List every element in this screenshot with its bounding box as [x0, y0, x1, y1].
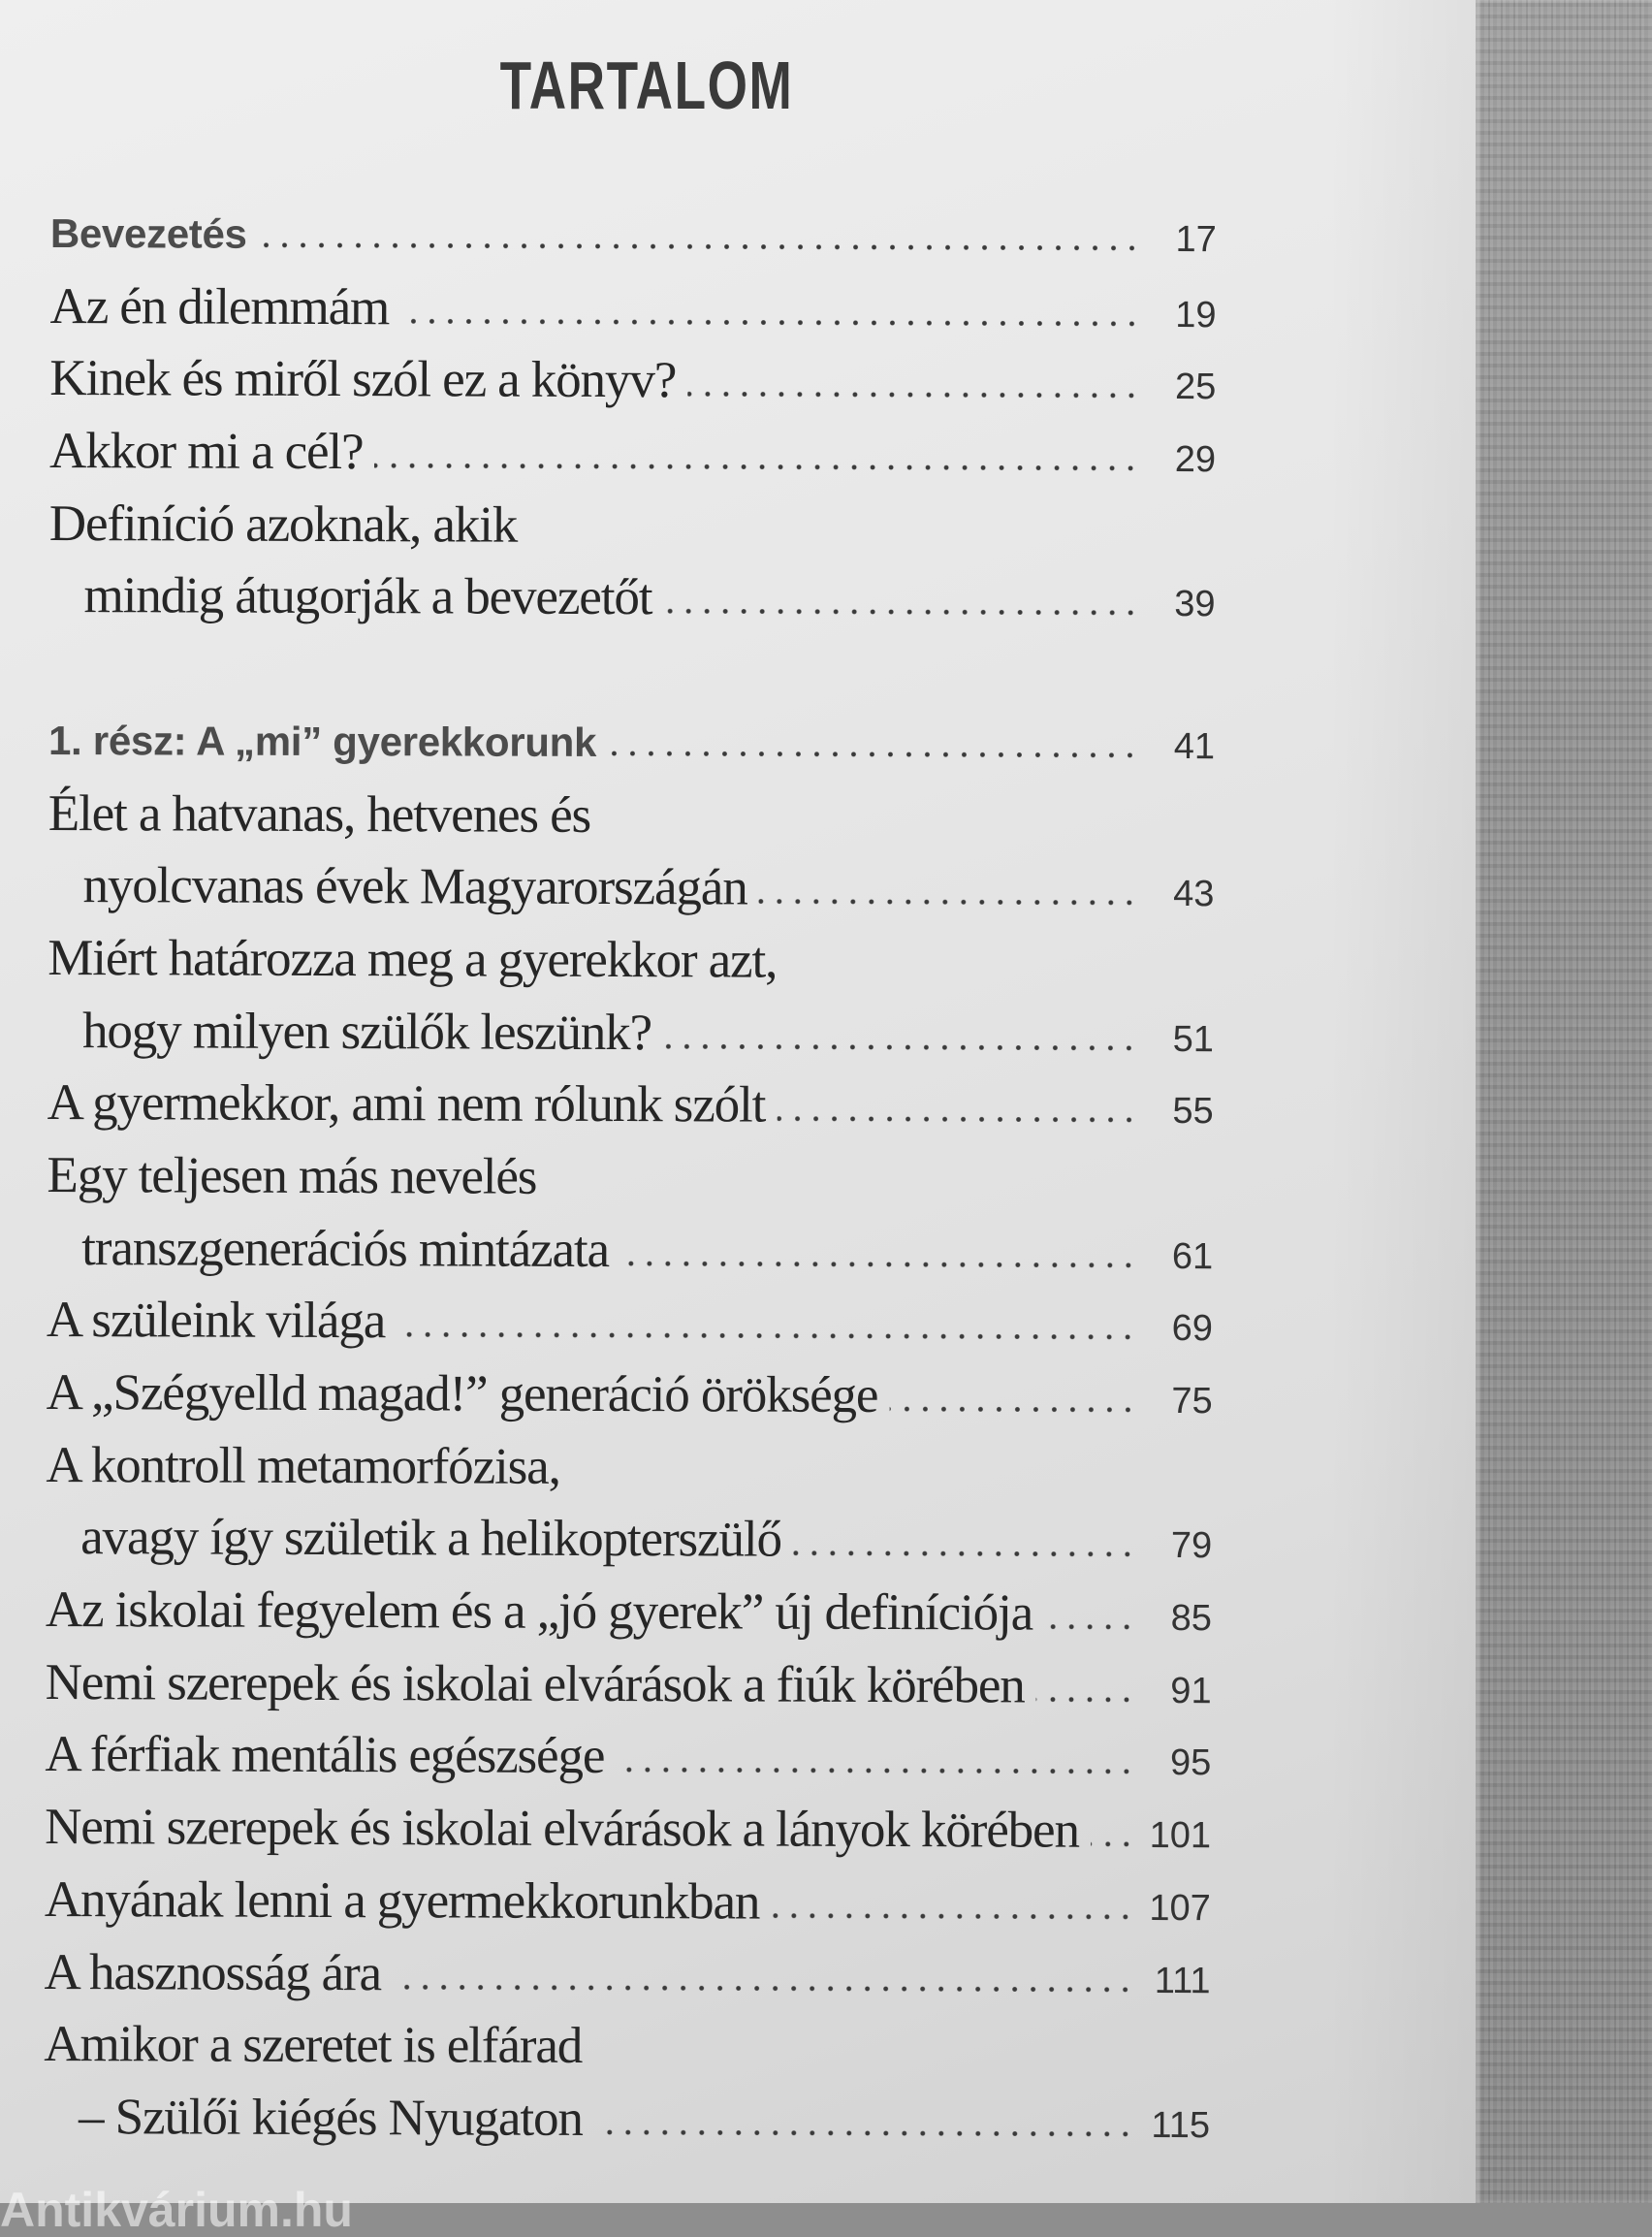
- dot-leader: [374, 463, 1140, 471]
- toc-entry-title-line: A kontroll metamorfózisa,: [46, 1436, 560, 1495]
- toc-entry-title: A szüleink világa: [46, 1292, 386, 1350]
- toc-line: [49, 271, 1216, 347]
- dot-leader: [663, 609, 1139, 617]
- toc-page-number: 43: [1173, 874, 1215, 915]
- page-title: TARTALOM: [499, 48, 794, 123]
- toc-entry-title: 1. rész: A „mi” gyerekkorunk: [48, 717, 597, 765]
- toc-line: [48, 559, 1215, 636]
- dot-leader: [663, 1043, 1138, 1051]
- toc-entry-title: Bevezetés: [49, 209, 247, 257]
- toc-line: [48, 1067, 1214, 1143]
- toc-page-number: 61: [1171, 1235, 1214, 1277]
- toc-entry-title: Akkor mi a cél?: [48, 423, 364, 481]
- toc-page-number: 41: [1173, 725, 1216, 768]
- dot-leader: [777, 1116, 1137, 1123]
- dot-leader: [1044, 1624, 1136, 1630]
- toc-page-number: 39: [1174, 584, 1216, 625]
- toc-line: [45, 1864, 1211, 1940]
- toc-entry: [45, 1791, 1211, 1868]
- toc-line: [48, 777, 1215, 853]
- toc-entry-title-line: Miért határozza meg a gyerekkor azt,: [48, 929, 778, 989]
- toc-page-number: 75: [1171, 1381, 1213, 1422]
- toc-line: [47, 1212, 1213, 1289]
- toc-page-number: 111: [1154, 1960, 1211, 2001]
- toc-entry-title-line: transzgenerációs mintázata: [81, 1219, 610, 1278]
- toc-entry: [46, 1646, 1212, 1723]
- toc-page-number: 101: [1149, 1815, 1212, 1857]
- toc-page-number: 69: [1171, 1308, 1214, 1350]
- dot-leader: [393, 1984, 1135, 1993]
- dot-leader: [793, 1550, 1136, 1557]
- toc-line: [49, 415, 1216, 492]
- toc-entry: [49, 271, 1216, 347]
- toc-entry-title: Nemi szerepek és iskolai elvárások a lányok körében: [45, 1799, 1080, 1859]
- toc-entry-title: Kinek és miről szól ez a könyv?: [49, 350, 677, 409]
- toc-line: [46, 1646, 1212, 1723]
- toc-line: [44, 1935, 1210, 2012]
- background-surface: [1476, 0, 1652, 2203]
- table-of-contents: [44, 198, 1217, 2157]
- toc-line: [49, 342, 1216, 419]
- toc-line: [48, 705, 1215, 782]
- dot-leader: [771, 1912, 1135, 1919]
- toc-page-number: 91: [1170, 1670, 1212, 1711]
- toc-line: [48, 995, 1214, 1071]
- toc-entry-title-line: hogy milyen szülők leszünk?: [81, 1002, 652, 1061]
- toc-section-heading: [48, 705, 1215, 782]
- toc-line: [47, 1139, 1213, 1216]
- toc-section-heading: [50, 198, 1217, 274]
- toc-entry-title-line: mindig átugorják a bevezetőt: [83, 567, 652, 626]
- dot-leader: [620, 1261, 1137, 1268]
- toc-line: [44, 2008, 1210, 2085]
- toc-entry-title: A „Szégyelld magad!” generáció öröksége: [46, 1363, 878, 1423]
- toc-page-number: 107: [1149, 1887, 1211, 1930]
- toc-line: [46, 1429, 1212, 1506]
- toc-entry-title: A férfiak mentális egészsége: [45, 1726, 605, 1785]
- toc-line: [44, 2081, 1210, 2157]
- toc-entry: [47, 1284, 1213, 1360]
- dot-leader: [400, 318, 1140, 327]
- dot-leader: [397, 1332, 1137, 1341]
- watermark: Antikvárium.hu: [0, 2183, 353, 2237]
- toc-line: [50, 198, 1217, 274]
- toc-line: [48, 849, 1214, 926]
- toc-entry-title: Nemi szerepek és iskolai elvárások a fiúk körében: [45, 1653, 1025, 1714]
- dot-leader: [251, 242, 1141, 251]
- toc-entry-title-line: Élet a hatvanas, hetvenes és: [48, 784, 591, 844]
- toc-page-number: 55: [1172, 1091, 1214, 1133]
- toc-entry: [48, 1067, 1214, 1143]
- toc-entry: [48, 777, 1215, 926]
- toc-entry: [46, 1429, 1213, 1579]
- toc-entry-title: Az iskolai fegyelem és a „jó gyerek” új definíciója: [45, 1582, 1033, 1642]
- toc-entry-title: A gyermekkor, ami nem rólunk szólt: [47, 1074, 766, 1134]
- toc-entry: [49, 342, 1216, 419]
- toc-page-number: 79: [1170, 1525, 1213, 1567]
- toc-page-number: 17: [1175, 219, 1217, 261]
- toc-line: [48, 922, 1214, 999]
- toc-entry-title-line: avagy így születik a helikopterszülő: [80, 1509, 782, 1569]
- toc-page-number: 115: [1151, 2104, 1211, 2147]
- toc-entry-title: A hasznosság ára: [44, 1943, 382, 2001]
- toc-entry-title: Anyának lenni a gyermekkorunkban: [44, 1870, 760, 1931]
- toc-entry: [48, 922, 1215, 1071]
- toc-page-number: 85: [1170, 1598, 1212, 1640]
- toc-line: [47, 1357, 1213, 1433]
- toc-line: [49, 488, 1216, 564]
- toc-entry-title-line: nyolcvanas évek Magyarországán: [82, 857, 747, 916]
- toc-entry-title-line: – Szülői kiégés Nyugaton: [78, 2088, 583, 2147]
- dot-leader: [759, 899, 1139, 906]
- toc-entry: [45, 1864, 1211, 1940]
- toc-entry: [48, 488, 1216, 637]
- toc-line: [45, 1718, 1211, 1795]
- dot-leader: [889, 1406, 1136, 1413]
- dot-leader: [687, 392, 1140, 399]
- dot-leader: [616, 1767, 1135, 1774]
- toc-entry-title-line: Egy teljesen más nevelés: [47, 1146, 537, 1205]
- dot-leader: [1036, 1696, 1136, 1702]
- toc-page-number: 95: [1170, 1742, 1212, 1784]
- toc-entry: [44, 1935, 1210, 2012]
- toc-entry-title: Az én dilemmám: [49, 277, 390, 336]
- toc-line: [46, 1501, 1212, 1578]
- toc-line: [47, 1284, 1213, 1360]
- dot-leader: [594, 2129, 1134, 2137]
- dot-leader: [600, 751, 1139, 758]
- dot-leader: [1091, 1841, 1135, 1847]
- toc-page-number: 51: [1172, 1018, 1215, 1060]
- toc-page-number: 25: [1174, 367, 1217, 408]
- toc-entry: [47, 1357, 1213, 1433]
- toc-line: [46, 1574, 1212, 1650]
- toc-line: [45, 1791, 1211, 1868]
- toc-entry-title-line: Definíció azoknak, akik: [48, 495, 518, 554]
- toc-entry: [49, 415, 1216, 492]
- toc-entry: [45, 1718, 1211, 1795]
- toc-entry: [47, 1139, 1214, 1289]
- toc-page-number: 19: [1175, 294, 1217, 336]
- toc-entry-title-line: Amikor a szeretet is elfárad: [44, 2016, 583, 2075]
- toc-entry: [46, 1574, 1212, 1650]
- toc-entry: [44, 2008, 1211, 2157]
- toc-page-number: 29: [1174, 439, 1217, 481]
